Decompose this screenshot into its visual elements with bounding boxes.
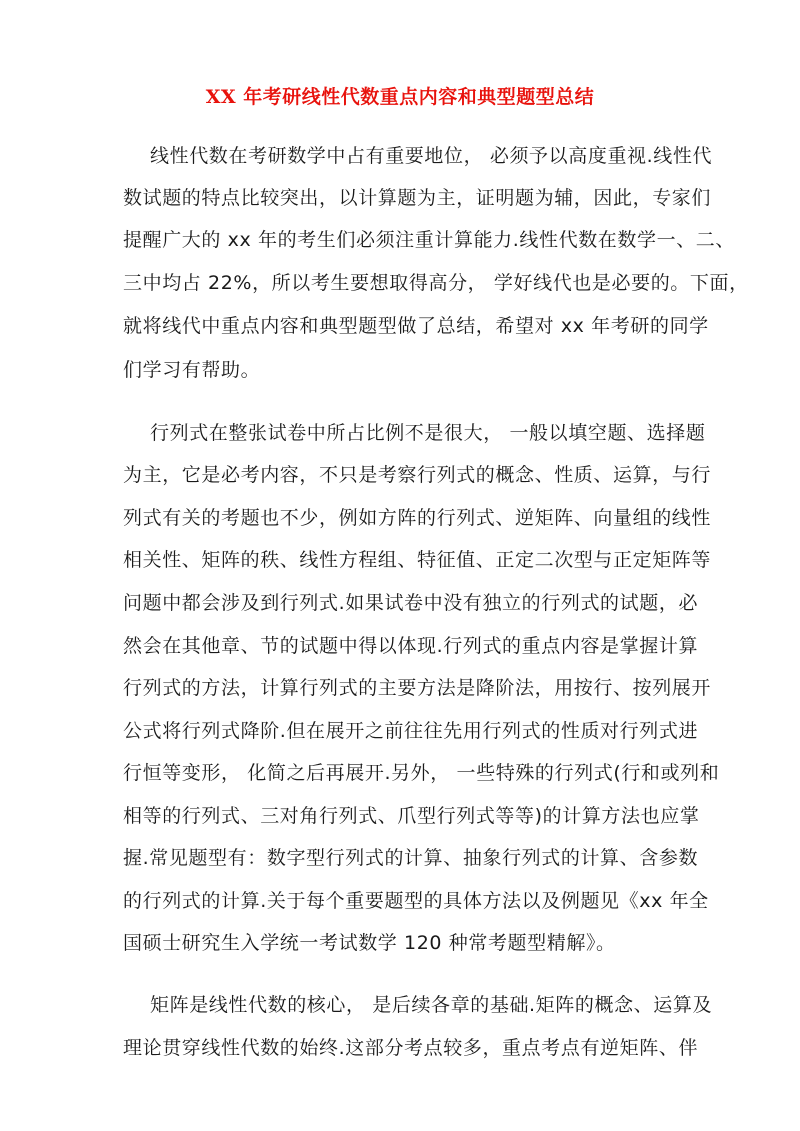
paragraph-2-line-2: 为主，它是必考内容，不只是考察行列式的概念、性质、运算，与行	[123, 464, 712, 486]
paragraph-2-line-6: 然会在其他章、节的试题中得以体现.行列式的重点内容是掌握计算	[123, 635, 699, 657]
paragraph-2-line-8: 公式将行列式降阶.但在展开之前往往先用行列式的性质对行列式进	[123, 720, 699, 742]
paragraph-1-line-4: 三中均占 22%，所以考生要想取得高分， 学好线代也是必要的。下面，	[123, 272, 749, 294]
paragraph-2-line-3: 列式有关的考题也不少，例如方阵的行列式、逆矩阵、向量组的线性	[123, 507, 712, 529]
paragraph-2-line-10: 相等的行列式、三对角行列式、爪型行列式等等)的计算方法也应掌	[123, 805, 700, 827]
paragraph-2-line-7: 行列式的方法，计算行列式的主要方法是降阶法，用按行、按列展开	[123, 677, 712, 699]
paragraph-2-line-13: 国硕士研究生入学统一考试数学 120 种常考题型精解》。	[123, 932, 616, 954]
paragraph-2-line-11: 握.常见题型有：数字型行列式的计算、抽象行列式的计算、含参数	[123, 847, 699, 869]
document-title: XX 年考研线性代数重点内容和典型题型总结	[205, 86, 595, 108]
paragraph-1-line-5: 就将线代中重点内容和典型题型做了总结，希望对 xx 年考研的同学	[123, 315, 709, 337]
paragraph-1-line-1: 线性代数在考研数学中占有重要地位， 必须予以高度重视.线性代	[150, 145, 713, 167]
paragraph-1-line-2: 数试题的特点比较突出，以计算题为主，证明题为辅，因此，专家们	[123, 187, 712, 209]
paragraph-2-line-9: 行恒等变形， 化简之后再展开.另外， 一些特殊的行列式(行和或列和	[123, 762, 720, 784]
paragraph-2-line-1: 行列式在整张试卷中所占比例不是很大， 一般以填空题、选择题	[150, 422, 706, 444]
paragraph-1-line-6: 们学习有帮助。	[123, 359, 261, 381]
paragraph-2-line-12: 的行列式的计算.关于每个重要题型的具体方法以及例题见《xx 年全	[123, 890, 709, 912]
paragraph-2-line-5: 问题中都会涉及到行列式.如果试卷中没有独立的行列式的试题，必	[123, 592, 699, 614]
paragraph-1-line-3: 提醒广大的 xx 年的考生们必须注重计算能力.线性代数在数学一、二、	[123, 229, 736, 251]
paragraph-3-line-2: 理论贯穿线性代数的始终.这部分考点较多，重点考点有逆矩阵、伴	[123, 1037, 699, 1059]
paragraph-3-line-1: 矩阵是线性代数的核心， 是后续各章的基础.矩阵的概念、运算及	[150, 994, 713, 1016]
paragraph-2-line-4: 相关性、矩阵的秩、线性方程组、特征值、正定二次型与正定矩阵等	[123, 549, 712, 571]
